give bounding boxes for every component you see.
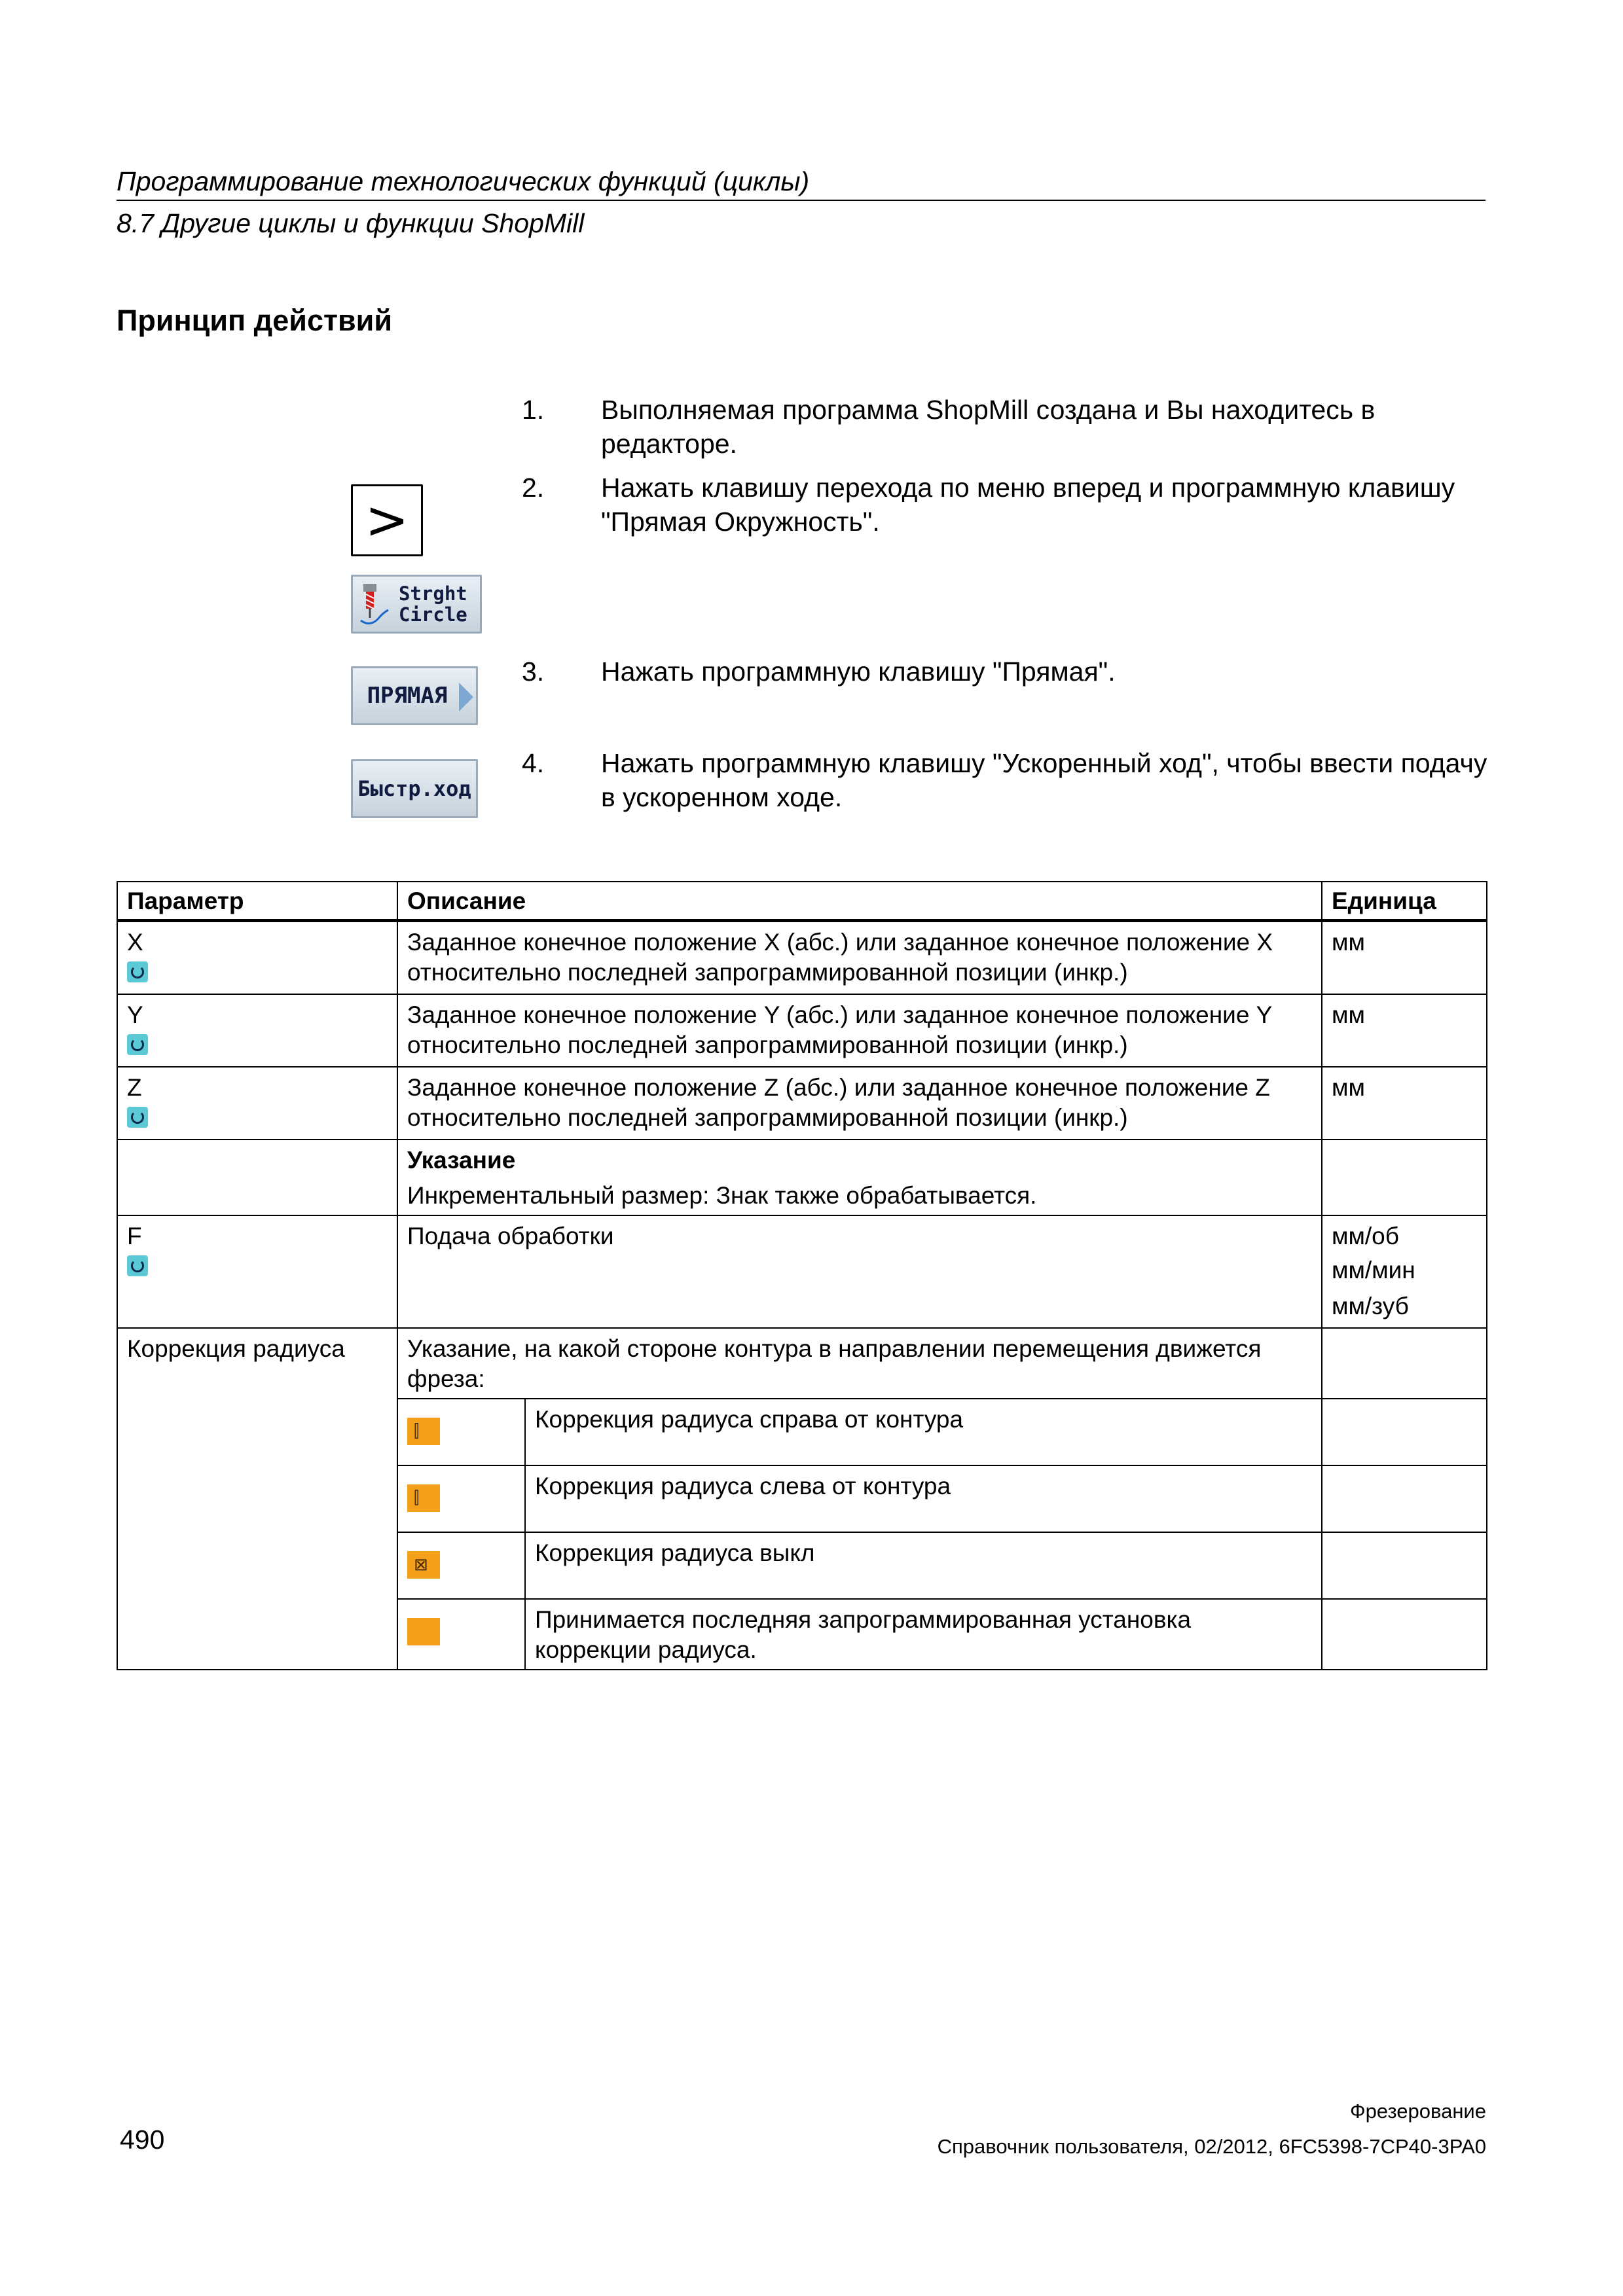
unit-cell — [1322, 1328, 1487, 1399]
straight-circle-softkey-label: Strght Circle — [399, 583, 467, 626]
option-text-cell: Коррекция радиуса выкл — [525, 1532, 1322, 1599]
param-cell: X — [117, 921, 397, 995]
radius-last-icon — [407, 1618, 440, 1645]
option-text-cell: Принимается последняя запрограммированная установка коррекции радиуса. — [525, 1599, 1322, 1670]
param-cell — [117, 1139, 397, 1215]
milling-cutter-icon — [358, 581, 390, 627]
menu-forward-key[interactable] — [351, 484, 423, 556]
header-chapter: Программирование технологических функций (циклы) — [117, 166, 810, 196]
option-icon-cell — [397, 1599, 525, 1670]
table-row-radius — [117, 1328, 1487, 1399]
footer-chapter: Фрезерование — [1350, 2100, 1486, 2123]
step-2-number: 2. — [522, 473, 545, 503]
unit-cell: мм — [1322, 994, 1487, 1067]
step-4-text: Нажать программную клавишу "Ускоренный ход", чтобы ввести подачу в ускоренном ходе. — [601, 748, 1487, 812]
param-cell: Y — [117, 994, 397, 1067]
rapid-traverse-softkey[interactable] — [351, 759, 478, 818]
cycle-toggle-icon — [127, 1107, 148, 1128]
straight-circle-softkey[interactable] — [351, 575, 482, 634]
table-row — [117, 1067, 1487, 1139]
desc-cell: Заданное конечное положение X (абс.) или заданное конечное положение X относительно последней запрограммированной позиции (инкр.) — [397, 921, 1322, 995]
table-row — [117, 921, 1487, 995]
cycle-toggle-icon — [127, 1255, 148, 1276]
header-param: Параметр — [117, 882, 397, 921]
rapid-traverse-softkey-label: Быстр.ход — [357, 776, 471, 801]
table-row — [117, 994, 1487, 1067]
parameter-table — [117, 881, 1487, 1670]
option-icon-cell — [397, 1532, 525, 1599]
footer-manual: Справочник пользователя, 02/2012, 6FC5398-7CP40-3PA0 — [937, 2135, 1486, 2158]
option-text-cell: Коррекция радиуса справа от контура — [525, 1399, 1322, 1465]
unit-cell: мм — [1322, 921, 1487, 995]
unit-cell — [1322, 1599, 1487, 1670]
note-cell — [397, 1139, 1322, 1215]
unit-cell — [1322, 1465, 1487, 1532]
option-icon-cell — [397, 1465, 525, 1532]
step-2-text: Нажать клавишу перехода по меню вперед и программную клавишу "Прямая Окружность". — [601, 473, 1455, 537]
table-row-note — [117, 1139, 1487, 1215]
unit-cell: мм/об мм/мин мм/зуб — [1322, 1215, 1487, 1328]
param-cell: Коррекция радиуса — [117, 1328, 397, 1670]
param-cell: F — [117, 1215, 397, 1328]
menu-forward-key-label: > — [365, 490, 409, 550]
desc-cell: Заданное конечное положение Z (абс.) или заданное конечное положение Z относительно последней запрограммированной позиции (инкр.) — [397, 1067, 1322, 1139]
line-softkey-label: ПРЯМАЯ — [367, 683, 448, 709]
cycle-toggle-icon — [127, 1034, 148, 1055]
cycle-toggle-icon — [127, 961, 148, 982]
radius-left-icon: ⫿ — [407, 1484, 440, 1512]
page-number: 490 — [120, 2125, 165, 2155]
note-text: Инкрементальный размер: Знак также обрабатывается. — [407, 1182, 1037, 1209]
note-heading: Указание — [407, 1147, 516, 1174]
line-softkey[interactable] — [351, 666, 478, 725]
header-unit: Единица — [1322, 882, 1487, 921]
radius-off-icon: ⊠ — [407, 1551, 440, 1579]
unit-cell — [1322, 1532, 1487, 1599]
step-3-number: 3. — [522, 656, 545, 687]
radius-right-icon: ⫿ — [407, 1418, 440, 1445]
header-rule — [117, 200, 1486, 201]
unit-cell: мм — [1322, 1067, 1487, 1139]
step-1-number: 1. — [522, 395, 545, 425]
desc-cell: Указание, на какой стороне контура в направлении перемещения движется фреза: — [397, 1328, 1322, 1399]
header-desc: Описание — [397, 882, 1322, 921]
table-row-feed — [117, 1215, 1487, 1328]
arrow-right-icon — [459, 683, 473, 711]
header-section: 8.7 Другие циклы и функции ShopMill — [117, 208, 585, 238]
unit-cell — [1322, 1399, 1487, 1465]
option-text-cell: Коррекция радиуса слева от контура — [525, 1465, 1322, 1532]
unit-cell — [1322, 1139, 1487, 1215]
desc-cell: Подача обработки — [397, 1215, 1322, 1328]
option-icon-cell — [397, 1399, 525, 1465]
step-4-number: 4. — [522, 748, 545, 778]
desc-cell: Заданное конечное положение Y (абс.) или заданное конечное положение Y относительно последней запрограммированной позиции (инкр.) — [397, 994, 1322, 1067]
step-3-text: Нажать программную клавишу "Прямая". — [601, 656, 1116, 687]
table-header-row — [117, 882, 1487, 921]
section-title: Принцип действий — [117, 304, 392, 337]
param-cell: Z — [117, 1067, 397, 1139]
step-1-text: Выполняемая программа ShopMill создана и Вы находитесь в редакторе. — [601, 395, 1376, 459]
